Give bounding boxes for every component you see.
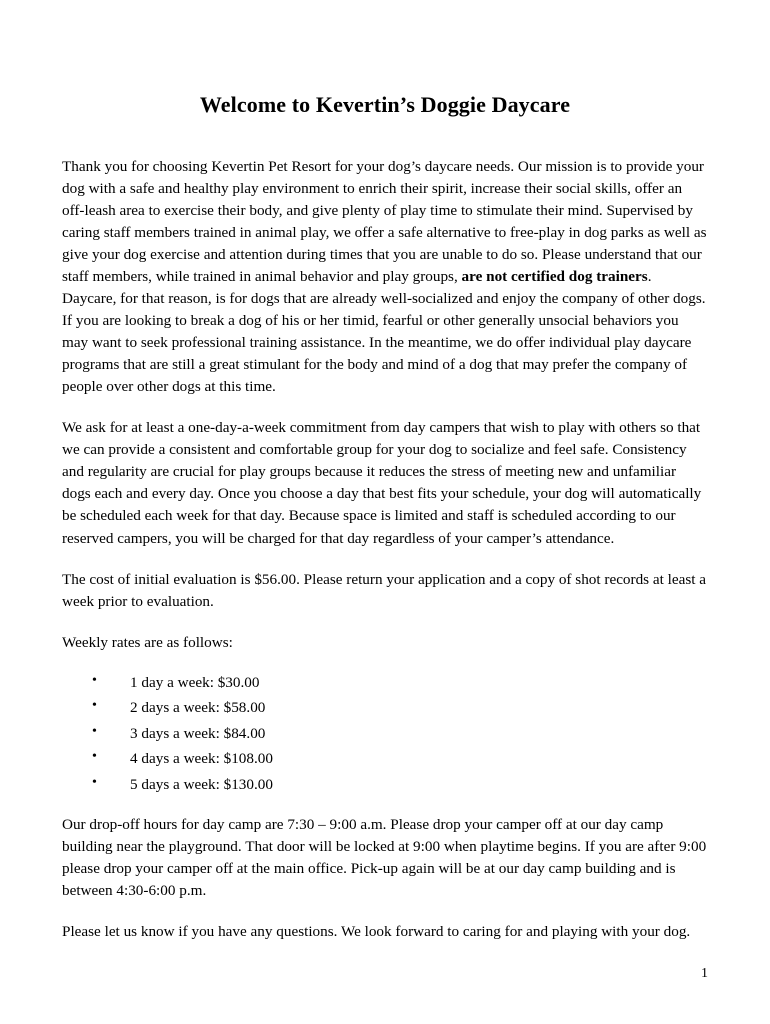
paragraph-commitment: We ask for at least a one-day-a-week commitment from day campers that wish to play with others so that we can provide a consistent and comfortable group for your dog to socialize and feel safe. Consistency and regularity are crucial for play groups because it reduces the stress of meeting new and unfamiliar dogs each and every day. Once you choose a day that best fits your schedule, your dog will automatically be scheduled each week for that day. Because space is limited and staff is scheduled according to our reserved campers, you will be charged for that day regardless of your camper’s attendance. (62, 419, 702, 547)
list-item: • 5 days a week: $130.00 (62, 774, 708, 796)
paragraph-evaluation-cost: The cost of initial evaluation is $56.00. Please return your application and a copy of shot records at least a week prior to evaluation. (62, 570, 707, 610)
document-body (0, 156, 770, 943)
paragraph-hours: Our drop-off hours for day camp are 7:30 – 9:00 a.m. Please drop your camper off at our day camp building near the playground. That door will be locked at 9:00 when playtime begins. If you are after 9:00 please drop your camper off at the main office. Pick-up again will be at our day camp building and is between 4:30-6:00 p.m. (62, 815, 707, 899)
list-item: • 1 day a week: $30.00 (62, 672, 708, 694)
paragraph-closing: Please let us know if you have any questions. We look forward to caring for and playing with your dog. (62, 922, 691, 940)
intro-text-bold: are not certified dog trainers (461, 268, 648, 286)
list-item: • 3 days a week: $84.00 (62, 723, 708, 745)
list-item: • 4 days a week: $108.00 (62, 748, 708, 770)
page-number: 1 (701, 966, 708, 981)
paragraph-intro (62, 156, 708, 398)
rates-heading: Weekly rates are as follows: (62, 633, 233, 651)
weekly-rates-list (62, 672, 708, 796)
list-item: • 2 days a week: $58.00 (62, 697, 708, 719)
page-title: Welcome to Kevertin’s Doggie Daycare (199, 92, 571, 117)
intro-text-part1: Thank you for choosing Kevertin Pet Resort for your dog’s daycare needs. Our mission is to provide your dog with a safe and healthy play environment to enrich their spirit, increase their social skills, offer an off-leash area to exercise their body, and give plenty of play time to stimulate their mind. Supervised by caring staff members trained in animal play, we offer a safe alternative to free-play in dog parks as well as give your dog exercise and attention during times that you are unable to do so. Please understand that our staff members, while trained in animal behavior and play groups, (62, 158, 707, 286)
intro-text-part2: . Daycare, for that reason, is for dogs that are already well-socialized and enjoy the company of other dogs. If you are looking to break a dog of his or her timid, fearful or other generally unsocial behaviors you may want to seek professional training assistance. In the meantime, we do offer individual play daycare programs that are still a great stimulant for the body and mind of a dog that may prefer the company of people over other dogs at this time. (62, 268, 706, 396)
